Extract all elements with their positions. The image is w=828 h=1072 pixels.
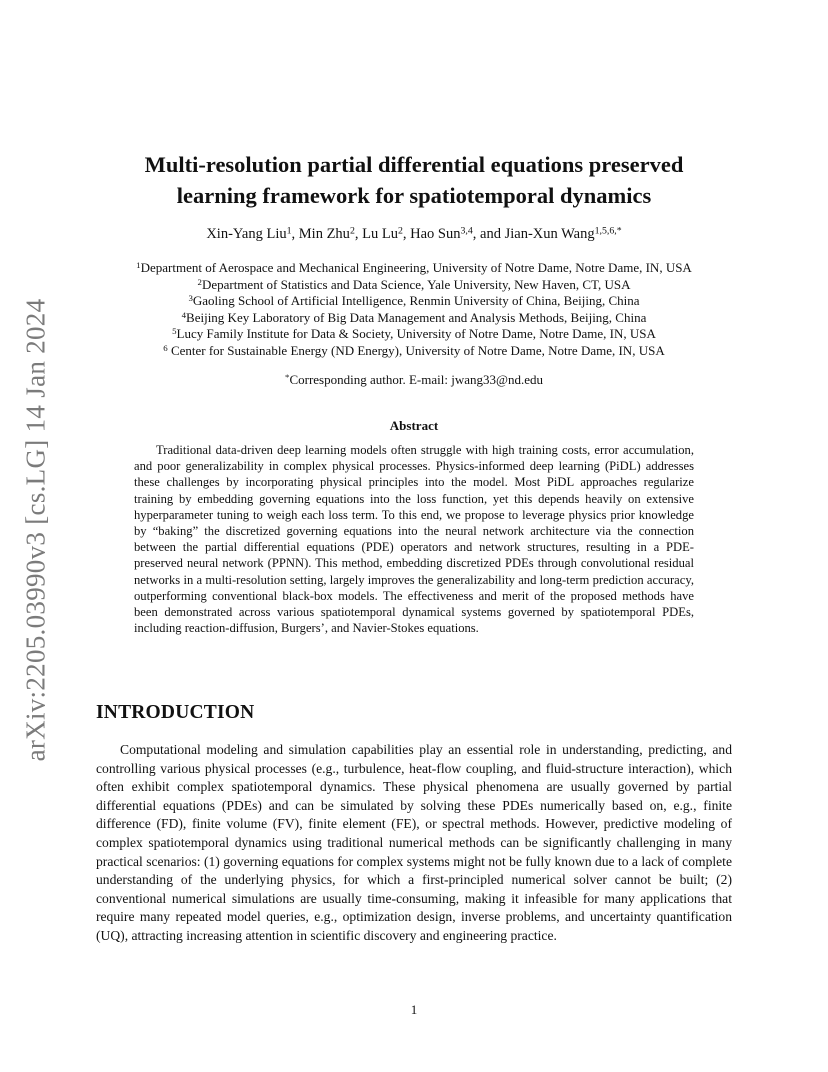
affiliation-marker: 3 xyxy=(188,293,193,304)
abstract-body: Traditional data-driven deep learning models often struggle with high training costs, error accumulation, and poor generalizability in complex physical processes. Physics-informed deep learning (PiDL) addresses these challenges by incorporating physical principles into the model. Most PiDL approaches regularize training by embedding governing equations into the loss function, yet this depends heavily on extensive hyperparameter tuning to weigh each loss term. To this end, we propose to leverage physics prior knowledge by “baking” the discretized governing equations into the neural network architecture via the connection between the partial differential equations (PDE) operators and network structures, resulting in a PDE-preserved neural network (PPNN). This method, embedding discretized PDEs through convolutional residual networks in a multi-resolution setting, largely improves the generalizability and long-term prediction accuracy, outperforming conventional black-box models. The effectiveness and merit of the proposed methods have been demonstrated across various spatiotemporal dynamical systems governed by spatiotemporal PDEs, including reaction-diffusion, Burgers’, and Navier-Stokes equations. xyxy=(134,443,694,636)
author-list xyxy=(96,226,732,243)
affiliation-text: Gaoling School of Artificial Intelligence, Renmin University of China, Beijing, China xyxy=(192,293,640,308)
corresponding-text: Corresponding author. E-mail: jwang33@nd.edu xyxy=(289,372,543,387)
affiliation-text: Beijing Key Laboratory of Big Data Management and Analysis Methods, Beijing, China xyxy=(186,309,647,325)
paper-title xyxy=(96,149,732,211)
page-number: 1 xyxy=(410,1002,418,1017)
introduction-paragraph: Computational modeling and simulation capabilities play an essential role in understanding, predicting, and controlling various physical processes (e.g., turbulence, heat-flow coupling, and fluid-structure interaction), which often exhibit complex spatiotemporal dynamics. These physical phenomena are usually governed by partial differential equations (PDEs) and can be simulated by solving these PDEs numerically based on, e.g., finite difference (FD), finite volume (FV), finite element (FE), or spectral methods. However, predictive modeling of complex spatiotemporal dynamics using traditional numerical methods can be significantly challenging in many practical scenarios: (1) governing equations for complex systems might not be fully known due to a lack of complete understanding of the underlying physics, for which a first-principled numerical solver cannot be built; (2) conventional numerical simulations are usually time-consuming, making it infeasible for many applications that require many repeated model queries, e.g., optimization design, inverse problems, and uncertainty quantification (UQ), attracting increasing attention in scientific discovery and engineering practice. xyxy=(96,742,732,943)
author-name: Xin-Yang Liu xyxy=(206,226,287,242)
author-name: Hao Sun xyxy=(410,226,461,242)
affiliation-item xyxy=(96,277,732,294)
affiliation-text: Center for Sustainable Energy (ND Energy), University of Notre Dame, Notre Dame, IN, USA xyxy=(167,342,665,358)
affiliation-item xyxy=(96,293,732,310)
affiliation-item xyxy=(96,326,732,343)
arxiv-identifier-stamp xyxy=(6,290,66,770)
author-separator: , and xyxy=(472,226,505,242)
affiliation-marker: 6 xyxy=(163,342,168,353)
author-separator: , xyxy=(402,226,411,242)
affiliation-marker: 1 xyxy=(136,260,141,271)
title-line: Multi-resolution partial differential equations preserved xyxy=(144,152,684,177)
section-heading-introduction: INTRODUCTION xyxy=(96,702,255,723)
affiliation-text: Lucy Family Institute for Data & Society, University of Notre Dame, Notre Dame, IN, USA xyxy=(176,326,656,341)
author-separator: , xyxy=(291,226,299,242)
author-affiliation-marker: 2 xyxy=(397,225,403,237)
arxiv-identifier-text: arXiv:2205.03990v3 [cs.LG] 14 Jan 2024 xyxy=(20,298,51,762)
affiliation-text: Department of Aerospace and Mechanical Engineering, University of Notre Dame, Notre Dame, IN, USA xyxy=(140,260,692,275)
author-name: Lu Lu xyxy=(362,226,398,242)
author-separator: , xyxy=(354,226,363,242)
corresponding-marker: * xyxy=(285,372,290,383)
affiliation-item xyxy=(96,310,732,327)
author-name: Jian-Xun Wang xyxy=(504,226,595,242)
affiliation-marker: 5 xyxy=(172,326,177,337)
author-affiliation-marker: 3,4 xyxy=(460,225,473,237)
author-affiliation-marker: 1 xyxy=(286,225,292,237)
author-affiliation-marker: 2 xyxy=(349,225,355,237)
abstract-heading: Abstract xyxy=(389,418,439,433)
author-name: Min Zhu xyxy=(298,226,350,242)
affiliation-list xyxy=(96,260,732,359)
title-line: learning framework for spatiotemporal dynamics xyxy=(176,183,652,208)
affiliation-marker: 2 xyxy=(197,276,202,287)
corresponding-author-note xyxy=(96,372,732,388)
affiliation-item xyxy=(96,343,732,360)
affiliation-text: Department of Statistics and Data Science, Yale University, New Haven, CT, USA xyxy=(201,276,631,292)
affiliation-marker: 4 xyxy=(181,309,187,320)
affiliation-item xyxy=(96,260,732,277)
author-affiliation-marker: 1,5,6,* xyxy=(594,225,622,237)
